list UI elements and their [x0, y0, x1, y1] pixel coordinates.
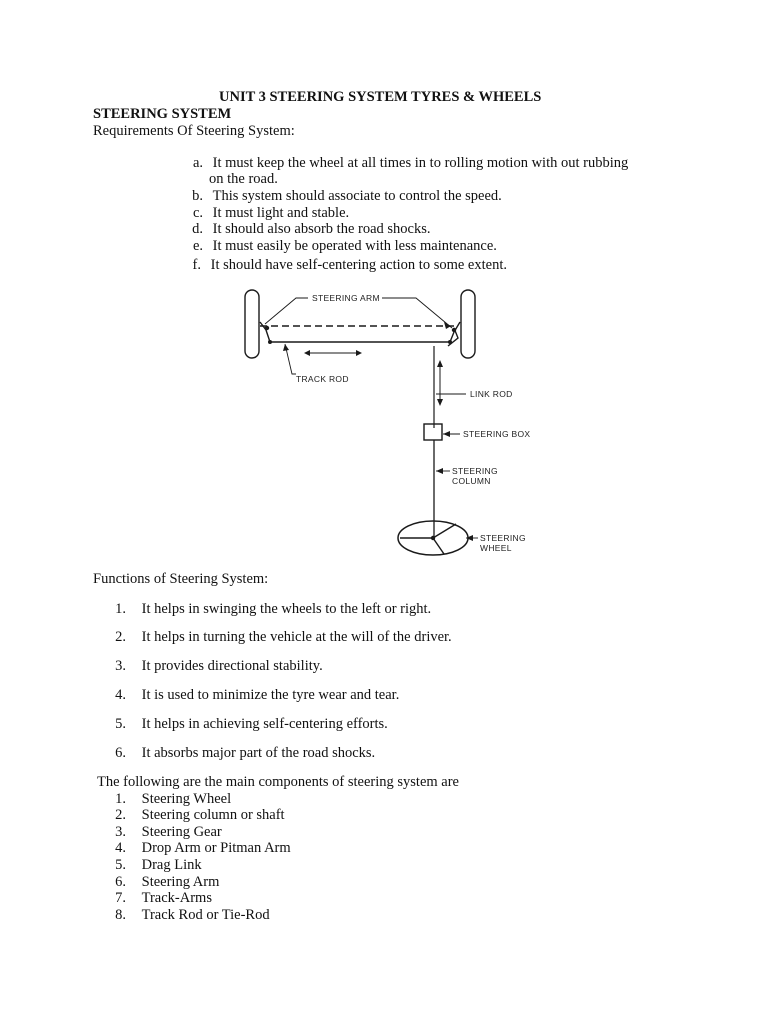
- requirement-text: It must easily be operated with less maintenance.: [212, 238, 497, 254]
- arrowhead: [436, 468, 443, 474]
- label-steering-wheel-2: WHEEL: [480, 543, 512, 553]
- list-marker: 4.: [115, 840, 126, 856]
- list-marker: 1.: [115, 601, 126, 617]
- function-text: It helps in achieving self-centering efforts.: [141, 716, 388, 732]
- left-steering-arm: [260, 322, 270, 342]
- pivot-joint: [265, 326, 269, 330]
- requirement-item: [189, 257, 507, 274]
- list-marker: a.: [192, 155, 203, 171]
- leader-steering-arm-right: [382, 298, 452, 328]
- requirement-text: This system should associate to control the speed.: [212, 188, 502, 204]
- list-marker: c.: [192, 205, 203, 221]
- arrowhead: [437, 360, 443, 367]
- function-item: [112, 716, 388, 733]
- list-marker: f.: [192, 257, 201, 273]
- requirement-text: It should also absorb the road shocks.: [212, 221, 431, 237]
- steering-system-diagram: [230, 282, 550, 557]
- steering-box: [424, 424, 442, 440]
- arrowhead: [437, 399, 443, 406]
- function-text: It is used to minimize the tyre wear and tear.: [141, 687, 400, 703]
- component-item: [112, 807, 285, 824]
- component-text: Steering Gear: [141, 824, 222, 840]
- requirement-text: It should have self-centering action to some extent.: [210, 257, 507, 273]
- component-text: Track-Arms: [141, 890, 212, 906]
- function-item: [112, 687, 399, 704]
- requirement-item: [189, 205, 349, 222]
- arrowhead: [356, 350, 362, 356]
- component-text: Steering Arm: [141, 874, 220, 890]
- list-marker: 3.: [115, 824, 126, 840]
- pivot-joint: [452, 328, 456, 332]
- function-item: [112, 601, 431, 618]
- function-item: [112, 658, 323, 675]
- requirement-continuation: [209, 171, 278, 188]
- requirement-text: It must keep the wheel at all times in to rolling motion with out rubbing: [212, 155, 629, 171]
- list-marker: d.: [192, 221, 203, 237]
- right-wheel: [461, 290, 475, 358]
- label-track-rod: TRACK ROD: [296, 374, 349, 384]
- wheel-spoke: [433, 538, 444, 554]
- label-steering-column-2: COLUMN: [452, 476, 491, 486]
- component-text: Drag Link: [141, 857, 202, 873]
- list-marker: 1.: [115, 791, 126, 807]
- list-marker: 7.: [115, 890, 126, 906]
- component-text: Drop Arm or Pitman Arm: [141, 840, 291, 856]
- label-steering-wheel-1: STEERING: [480, 533, 526, 543]
- requirement-text: It must light and stable.: [212, 205, 350, 221]
- list-marker: e.: [192, 238, 203, 254]
- function-item: [112, 745, 375, 762]
- list-marker: 2.: [115, 807, 126, 823]
- component-item: [112, 857, 202, 874]
- arrowhead: [443, 431, 450, 437]
- functions-heading: Functions of Steering System:: [93, 571, 269, 587]
- leader-steering-arm-left: [265, 298, 308, 324]
- list-marker: 3.: [115, 658, 126, 674]
- arrowhead: [304, 350, 310, 356]
- wheel-spoke: [433, 524, 456, 538]
- component-text: Track Rod or Tie-Rod: [141, 907, 270, 923]
- requirement-item: [189, 188, 502, 205]
- function-item: [112, 629, 452, 646]
- list-marker: b.: [192, 188, 203, 204]
- arrowhead: [444, 322, 451, 329]
- requirement-item: [189, 155, 628, 172]
- list-marker: 8.: [115, 907, 126, 923]
- label-steering-column-1: STEERING: [452, 466, 498, 476]
- label-steering-arm: STEERING ARM: [312, 293, 380, 303]
- page-title: UNIT 3 STEERING SYSTEM TYRES & WHEELS: [219, 89, 542, 105]
- requirement-item: [189, 238, 497, 255]
- left-wheel: [245, 290, 259, 358]
- requirement-item: [189, 221, 431, 238]
- component-text: Steering Wheel: [141, 791, 232, 807]
- list-marker: 2.: [115, 629, 126, 645]
- function-text: It provides directional stability.: [141, 658, 323, 674]
- pivot-joint: [268, 340, 272, 344]
- section-heading: STEERING SYSTEM: [93, 106, 232, 122]
- components-heading: The following are the main components of steering system are: [97, 774, 459, 790]
- component-item: [112, 874, 219, 891]
- label-steering-box: STEERING BOX: [463, 429, 531, 439]
- function-text: It helps in turning the vehicle at the will of the driver.: [141, 629, 452, 645]
- function-text: It helps in swinging the wheels to the left or right.: [141, 601, 432, 617]
- pivot-joint: [448, 340, 452, 344]
- list-marker: 6.: [115, 874, 126, 890]
- list-marker: 4.: [115, 687, 126, 703]
- component-item: [112, 890, 212, 907]
- requirement-text: on the road.: [209, 171, 278, 187]
- label-link-rod: LINK ROD: [470, 389, 513, 399]
- arrowhead: [283, 344, 289, 351]
- list-marker: 5.: [115, 857, 126, 873]
- component-text: Steering column or shaft: [141, 807, 285, 823]
- component-item: [112, 791, 231, 808]
- list-marker: 5.: [115, 716, 126, 732]
- requirements-heading: Requirements Of Steering System:: [93, 123, 295, 139]
- list-marker: 6.: [115, 745, 126, 761]
- component-item: [112, 840, 291, 857]
- wheel-hub: [431, 536, 435, 540]
- function-text: It absorbs major part of the road shocks.: [141, 745, 376, 761]
- component-item: [112, 824, 222, 841]
- component-item: [112, 907, 270, 924]
